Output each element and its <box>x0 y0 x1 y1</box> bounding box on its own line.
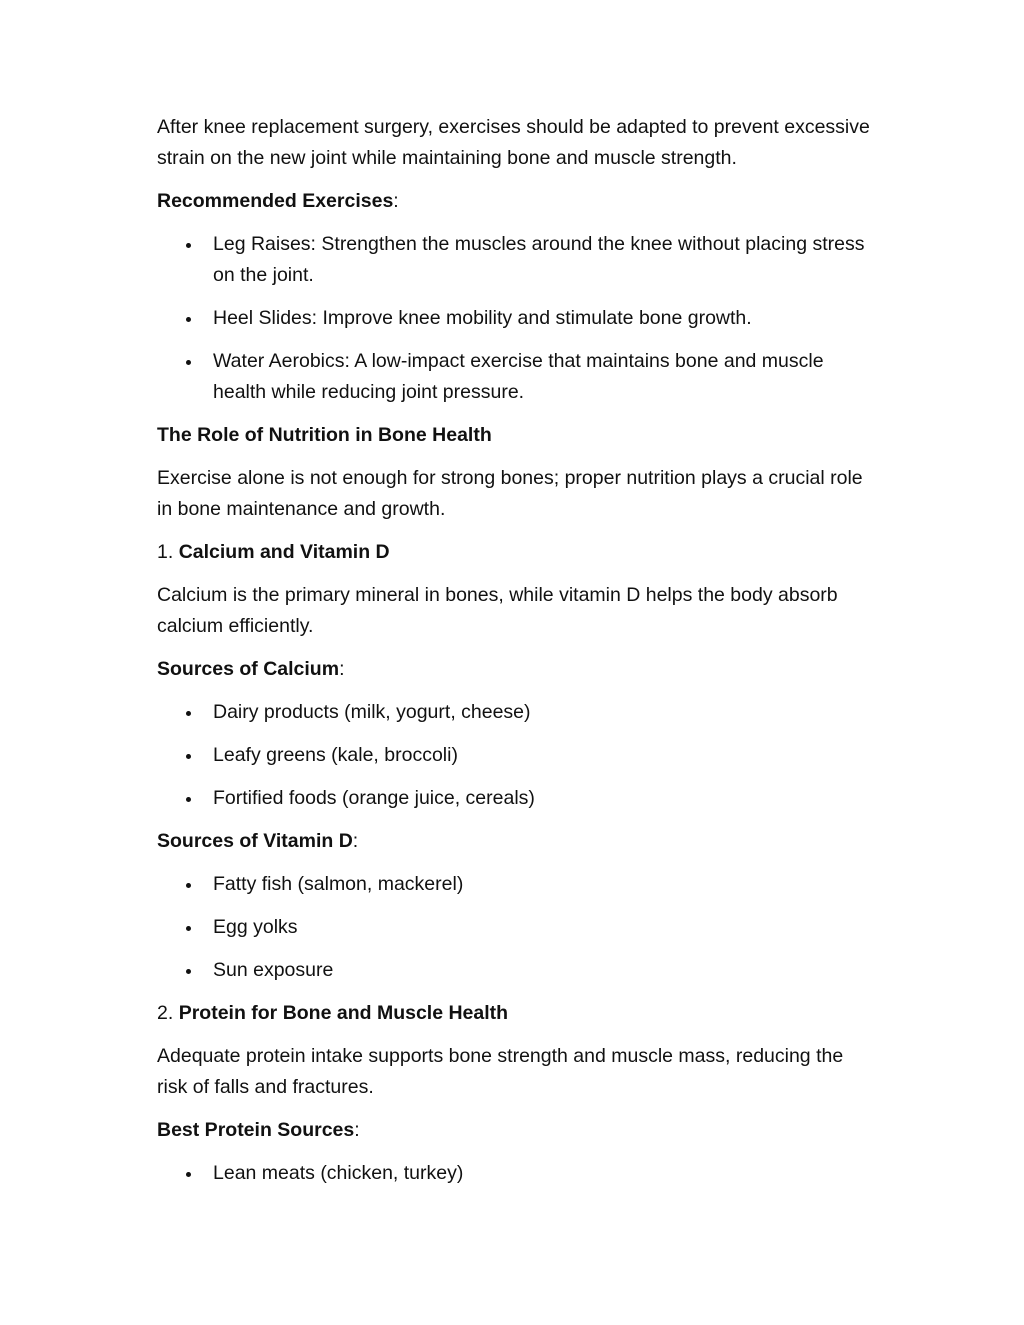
protein-sources-heading-text: Best Protein Sources <box>157 1119 355 1141</box>
section-2-number: 2. <box>157 1002 179 1024</box>
nutrition-intro-paragraph: Exercise alone is not enough for strong bones; proper nutrition plays a crucial role in bone maintenance and growth. <box>157 467 863 520</box>
heading-colon: : <box>352 830 359 852</box>
vitamin-d-sources-list <box>157 869 872 986</box>
heading-colon: : <box>354 1119 360 1141</box>
heading-colon: : <box>393 190 399 212</box>
list-item: Leafy greens (kale, broccoli) <box>157 740 872 771</box>
list-item: Lean meats (chicken, turkey) <box>157 1158 872 1189</box>
list-item: Fatty fish (salmon, mackerel) <box>157 869 872 900</box>
vitamin-d-sources-heading-text: Sources of Vitamin D <box>157 830 353 852</box>
vitamin-d-sources-heading <box>157 826 872 857</box>
heading-colon: : <box>339 658 345 680</box>
list-item: Fortified foods (orange juice, cereals) <box>157 783 872 814</box>
list-item: Dairy products (milk, yogurt, cheese) <box>157 697 872 728</box>
nutrition-heading: The Role of Nutrition in Bone Health <box>157 424 492 446</box>
recommended-exercises-list <box>157 229 872 408</box>
section-2-title: Protein for Bone and Muscle Health <box>178 1002 509 1024</box>
section-1-number: 1. <box>157 541 179 563</box>
recommended-exercises-heading <box>157 186 872 217</box>
list-item: Water Aerobics: A low-impact exercise that maintains bone and muscle health while reducing joint pressure. <box>157 346 872 408</box>
protein-sources-list <box>157 1158 872 1189</box>
calcium-sources-heading-text: Sources of Calcium <box>157 658 340 680</box>
list-item: Egg yolks <box>157 912 872 943</box>
calcium-sources-list <box>157 697 872 814</box>
list-item: Heel Slides: Improve knee mobility and stimulate bone growth. <box>157 303 872 334</box>
protein-sources-heading <box>157 1115 872 1146</box>
section-1-heading <box>157 537 872 568</box>
recommended-exercises-heading-text: Recommended Exercises <box>157 190 394 212</box>
list-item: Sun exposure <box>157 955 872 986</box>
document-body <box>157 112 872 1201</box>
calcium-sources-heading <box>157 654 872 685</box>
section-1-paragraph: Calcium is the primary mineral in bones, while vitamin D helps the body absorb calcium efficiently. <box>157 584 838 637</box>
section-2-heading <box>157 998 872 1029</box>
section-2-paragraph: Adequate protein intake supports bone strength and muscle mass, reducing the risk of falls and fractures. <box>157 1045 844 1098</box>
intro-paragraph: After knee replacement surgery, exercises should be adapted to prevent excessive strain on the new joint while maintaining bone and muscle strength. <box>157 116 870 169</box>
section-1-title: Calcium and Vitamin D <box>178 541 390 563</box>
list-item: Leg Raises: Strengthen the muscles around the knee without placing stress on the joint. <box>157 229 872 291</box>
